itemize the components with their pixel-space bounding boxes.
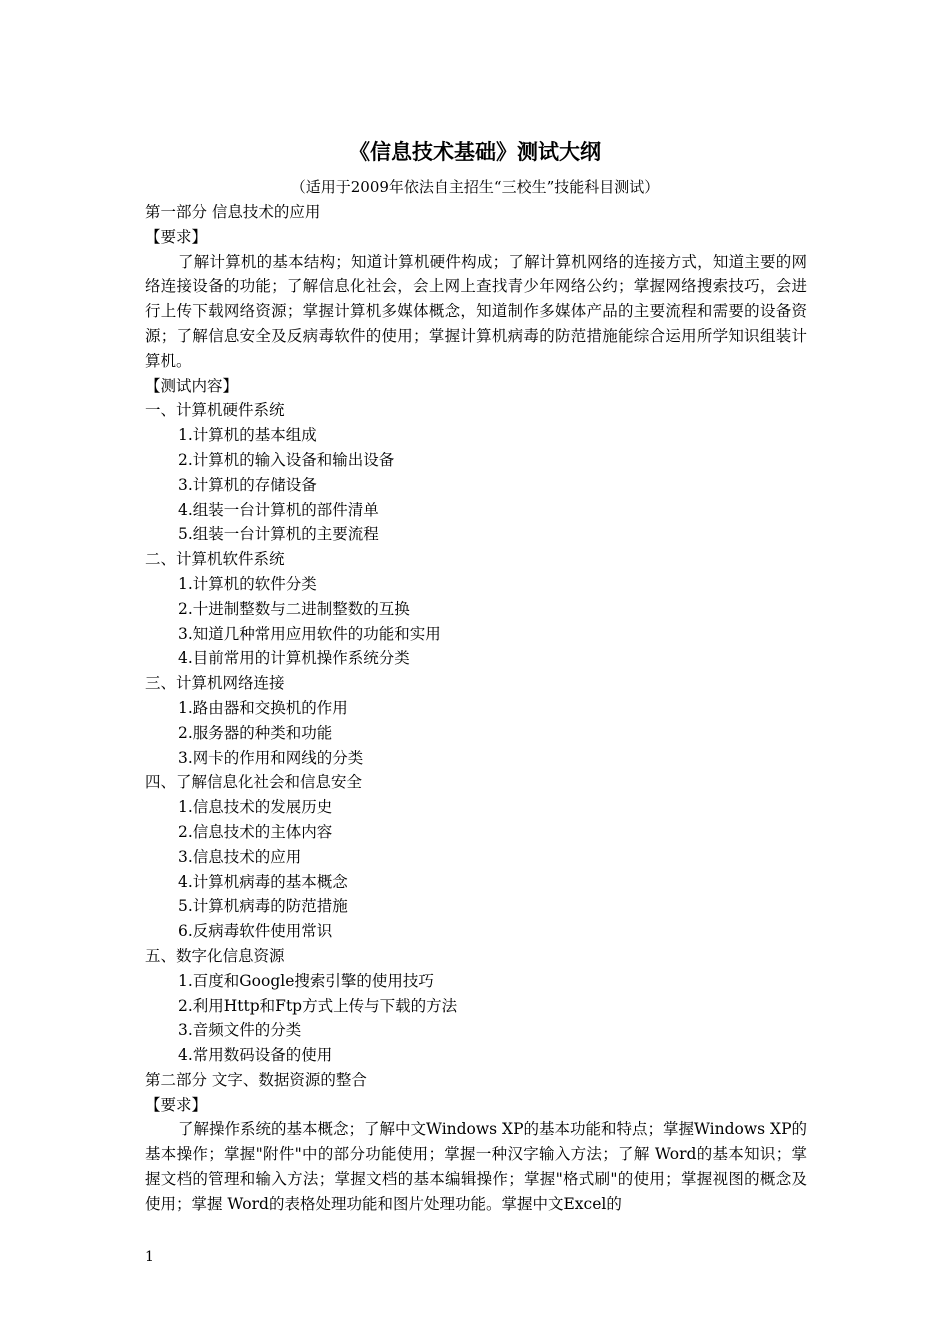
section-digital-resources xyxy=(145,944,807,1068)
section-info-security xyxy=(145,770,807,944)
part1-requirements-text: 了解计算机的基本结构；知道计算机硬件构成；了解计算机网络的连接方式，知道主要的网络连接设备的功能；了解信息化社会，会上网上查找青少年网络公约；掌握网络搜索技巧，会进行上传下载网络资源；掌握计算机多媒体概念，知道制作多媒体产品的主要流程和需要的设备资源；了解信息安全及反病毒软件的使用；掌握计算机病毒的防范措施能综合运用所学知识组装计算机。 xyxy=(145,252,807,370)
list-item: 2.信息技术的主体内容 xyxy=(178,822,333,841)
section-heading: 三、计算机网络连接 xyxy=(145,674,285,693)
list-item: 4.常用数码设备的使用 xyxy=(178,1046,333,1065)
list-item: 4.目前常用的计算机操作系统分类 xyxy=(178,649,410,668)
list-item: 1.计算机的基本组成 xyxy=(178,426,317,445)
list-item: 1.百度和Google搜索引擎的使用技巧 xyxy=(178,971,434,990)
document-subtitle: （适用于2009年依法自主招生“三校生”技能科目测试） xyxy=(290,178,660,196)
list-item: 5.计算机病毒的防范措施 xyxy=(178,897,348,916)
part1-heading: 第一部分 信息技术的应用 xyxy=(145,203,321,221)
section-software xyxy=(145,547,807,671)
part1-requirements-label: 【要求】 xyxy=(145,227,208,246)
part2-heading: 第二部分 文字、数据资源的整合 xyxy=(145,1070,367,1089)
list-item: 1.信息技术的发展历史 xyxy=(178,798,333,817)
section-heading: 一、计算机硬件系统 xyxy=(145,401,285,420)
list-item: 3.网卡的作用和网线的分类 xyxy=(178,748,364,767)
list-item: 6.反病毒软件使用常识 xyxy=(178,922,333,941)
list-item: 3.计算机的存储设备 xyxy=(178,475,317,494)
list-item: 2.服务器的种类和功能 xyxy=(178,723,333,742)
list-item: 2.十进制整数与二进制整数的互换 xyxy=(178,599,410,618)
list-item: 5.组装一台计算机的主要流程 xyxy=(178,525,379,544)
section-heading: 二、计算机软件系统 xyxy=(145,550,285,569)
list-item: 3.知道几种常用应用软件的功能和实用 xyxy=(178,624,441,643)
list-item: 4.计算机病毒的基本概念 xyxy=(178,872,348,891)
list-item: 2.利用Http和Ftp方式上传与下载的方法 xyxy=(178,996,458,1015)
list-item: 1.路由器和交换机的作用 xyxy=(178,698,348,717)
document-body xyxy=(145,200,807,1217)
section-hardware xyxy=(145,398,807,547)
section-network xyxy=(145,671,807,770)
section-heading: 四、了解信息化社会和信息安全 xyxy=(145,773,363,792)
part2-requirements-text: 了解操作系统的基本概念；了解中文Windows XP的基本功能和特点；掌握Windows XP的基本操作；掌握"附件"中的部分功能使用；掌握一种汉字输入方法；了解 Word的基本知识；掌握文档的管理和输入方法；掌握文档的基本编辑操作；掌握"格式刷"的使用；掌握视图的概念及使用；掌握 Word的表格处理功能和图片处理功能。掌握中文Excel的 xyxy=(145,1120,807,1213)
list-item: 1.计算机的软件分类 xyxy=(178,574,317,593)
list-item: 2.计算机的输入设备和输出设备 xyxy=(178,450,395,469)
page-number: 1 xyxy=(145,1249,154,1265)
document-title: 《信息技术基础》测试大纲 xyxy=(349,139,601,164)
part2-requirements-label: 【要求】 xyxy=(145,1095,208,1114)
list-item: 3.信息技术的应用 xyxy=(178,847,302,866)
list-item: 4.组装一台计算机的部件清单 xyxy=(178,500,379,519)
part1-content-label: 【测试内容】 xyxy=(145,376,239,395)
list-item: 3.音频文件的分类 xyxy=(178,1021,302,1040)
section-heading: 五、数字化信息资源 xyxy=(145,946,285,965)
